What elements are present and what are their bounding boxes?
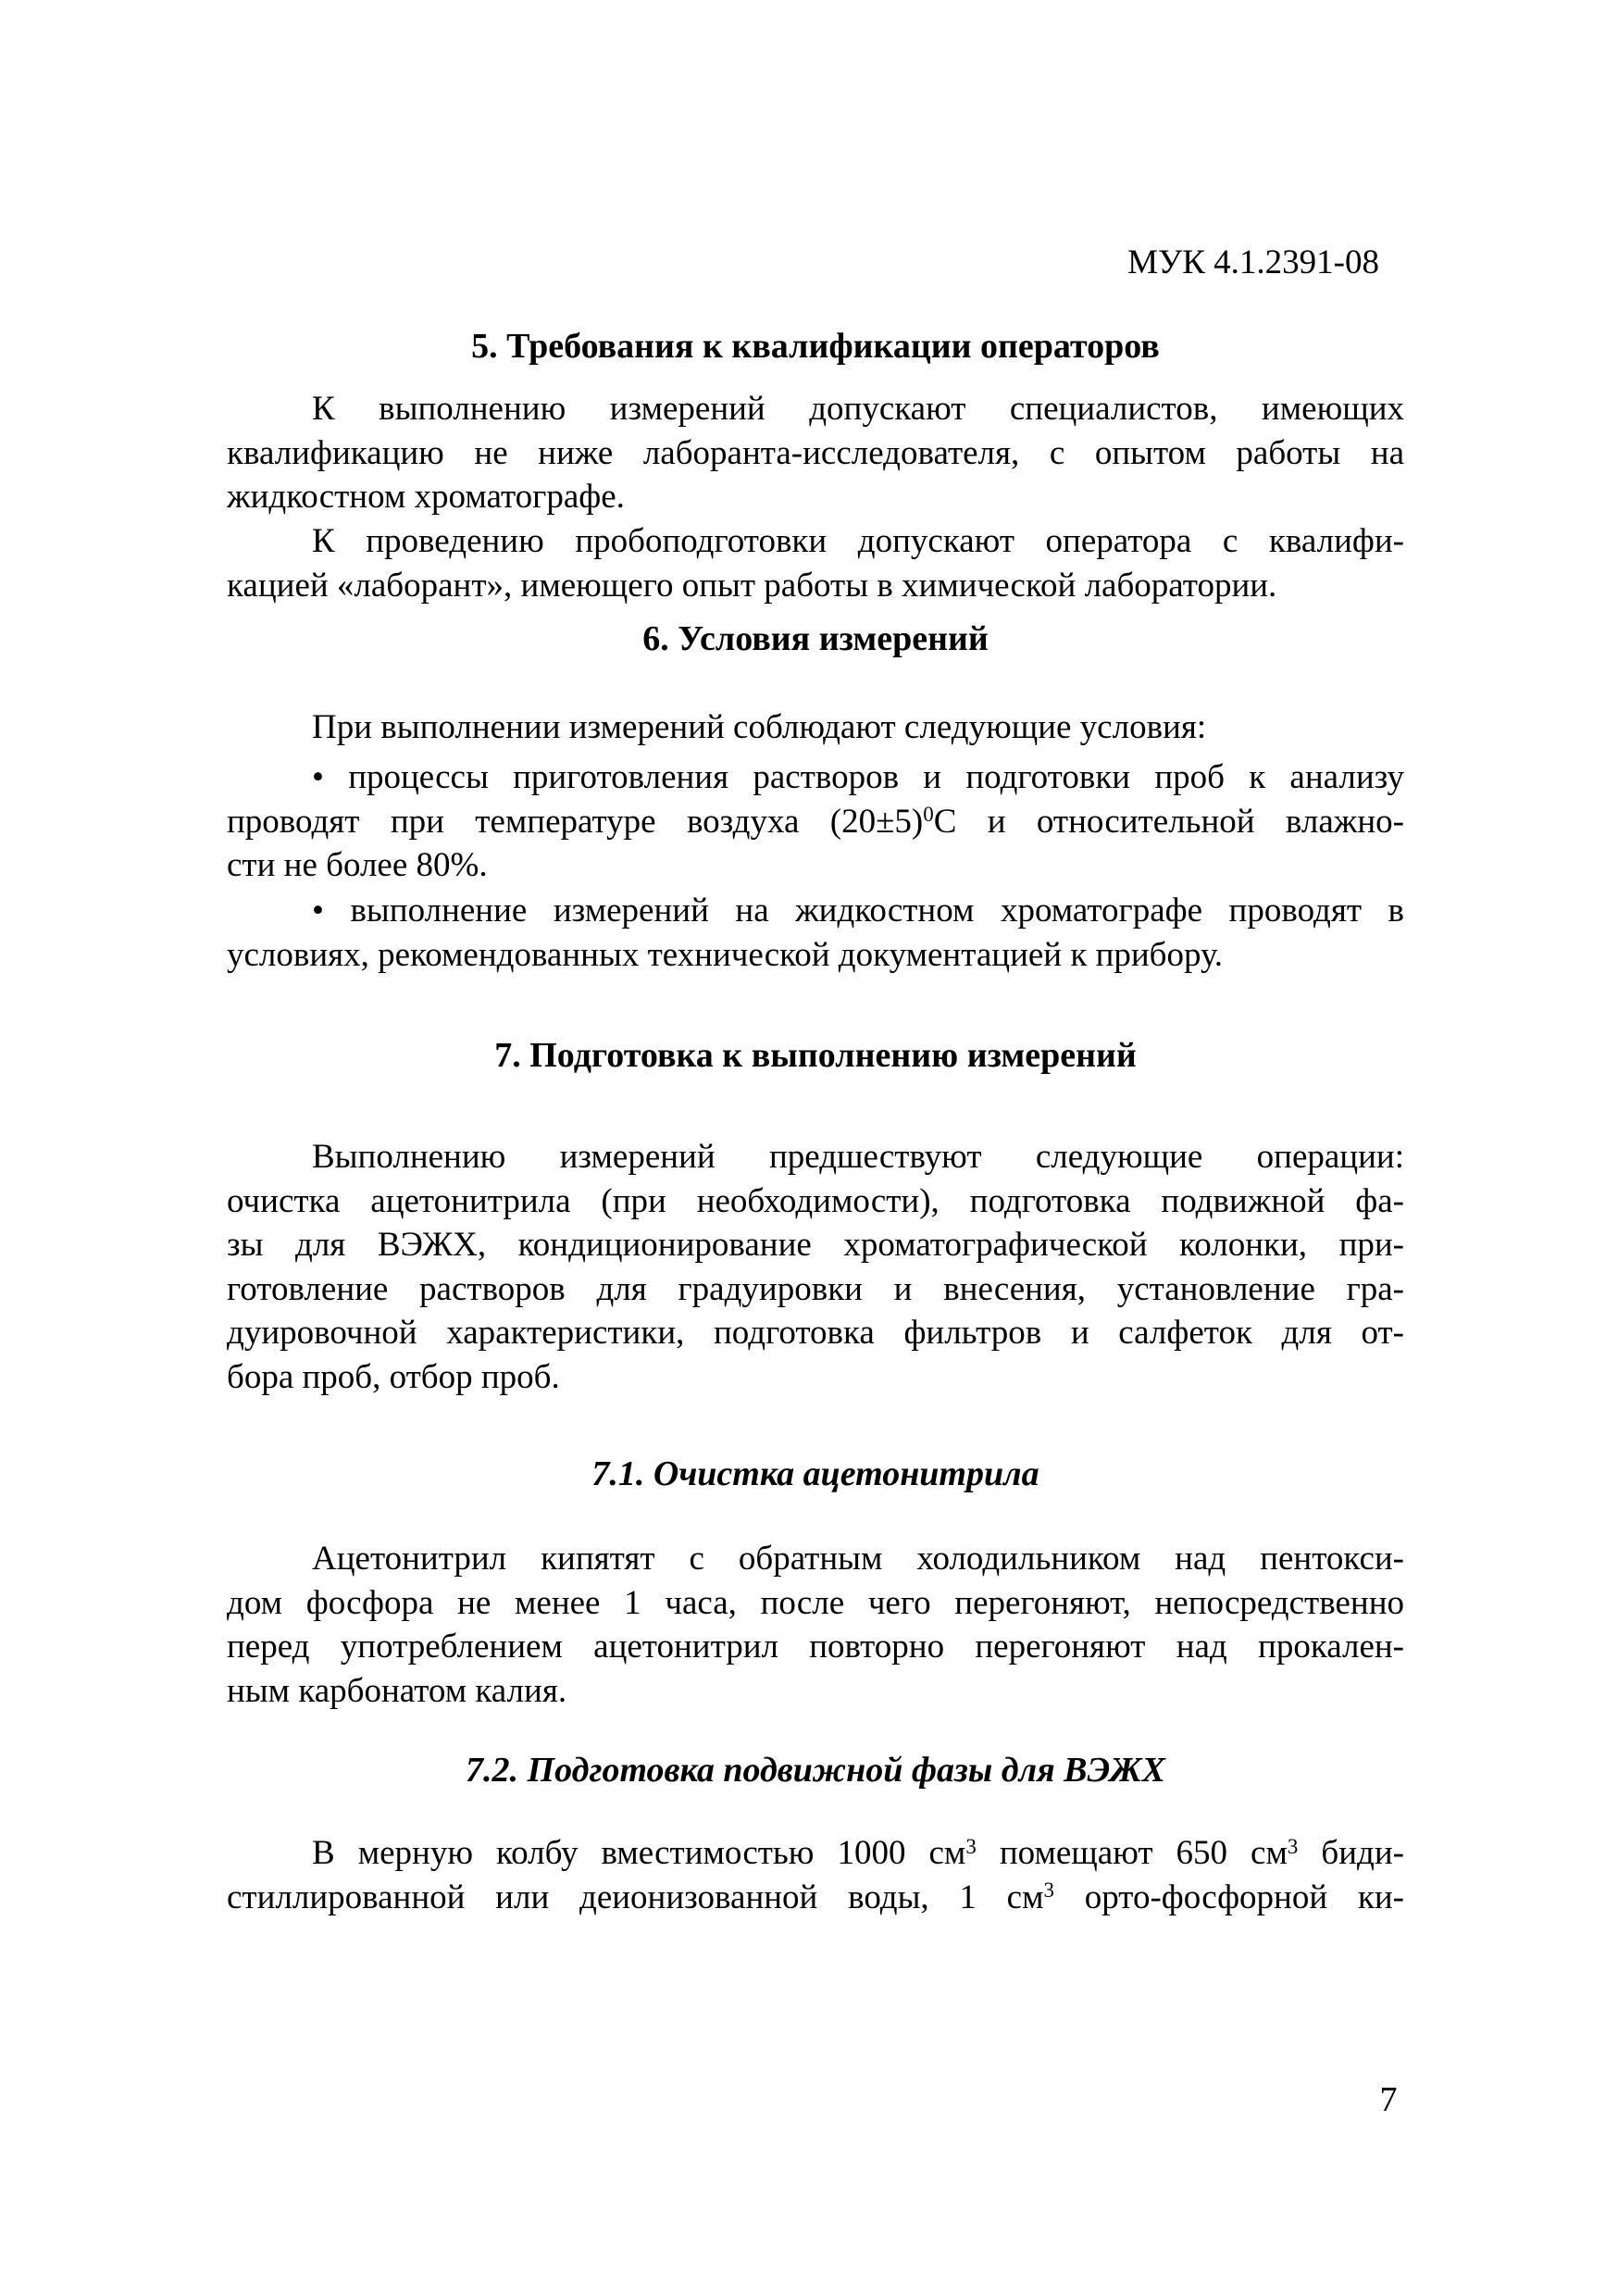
text-run: Ацетонитрил кипятят с обратным холодильником над пентокси-	[312, 1540, 1404, 1578]
text-run: бора проб, отбор проб.	[227, 1357, 560, 1396]
text-run: • выполнение измерений на жидкостном хроматографе проводят в	[312, 892, 1404, 930]
text-line	[227, 1135, 1404, 1179]
text-line	[227, 1876, 1404, 1920]
text-line	[227, 843, 1404, 888]
superscript-text: 0	[923, 803, 934, 826]
text-line	[227, 1625, 1404, 1669]
superscript-text: 3	[965, 1834, 977, 1858]
text-run: ным карбонатом калия.	[227, 1671, 567, 1710]
text-line	[227, 1669, 1404, 1714]
text-run: стиллированной или деионизованной воды, 1 см	[227, 1878, 1044, 1916]
text-line	[227, 1179, 1404, 1224]
text-line	[227, 800, 1404, 844]
text-line	[227, 387, 1404, 431]
text-run: кацией «лаборант», имеющего опыт работы в химической лаборатории.	[227, 566, 1277, 605]
text-line	[227, 519, 1404, 564]
section-7-2-heading: 7.2. Подготовка подвижной фазы для ВЭЖХ	[466, 1751, 1165, 1790]
text-run: жидкостном хроматографе.	[227, 478, 625, 516]
text-run: очистка ацетонитрила (при необходимости), подготовка подвижной фа-	[227, 1181, 1404, 1220]
section-5-heading: 5. Требования к квалификации операторов	[471, 327, 1160, 366]
text-line	[227, 1355, 1404, 1400]
superscript-text: 3	[1043, 1878, 1055, 1902]
text-run: В мерную колбу вместимостью 1000 см	[312, 1834, 966, 1872]
section-5-paragraph-2	[227, 519, 1404, 607]
text-run: квалификацию не ниже лаборанта-исследователя, с опытом работы на	[227, 433, 1404, 472]
text-line	[227, 564, 1404, 608]
text-line	[227, 1311, 1404, 1355]
text-run: дуировочной характеристики, подготовка фильтров и салфеток для от-	[227, 1314, 1404, 1352]
section-7-1-heading: 7.1. Очистка ацетонитрила	[591, 1454, 1039, 1493]
text-line	[227, 1537, 1404, 1581]
text-line	[227, 933, 1404, 978]
text-run: условиях, рекомендованных технической документацией к прибору.	[227, 935, 1224, 974]
section-7-paragraph	[227, 1135, 1404, 1399]
section-6-intro-paragraph	[227, 705, 1404, 750]
text-run: перед употреблением ацетонитрил повторно перегоняют над прокален-	[227, 1628, 1404, 1666]
text-line	[227, 475, 1404, 519]
section-5-paragraph-1	[227, 387, 1404, 519]
section-6-bullet-2	[227, 889, 1404, 977]
superscript-text: 3	[1287, 1834, 1299, 1858]
text-run: К проведению пробоподготовки допускают оператора с квалифи-	[312, 522, 1404, 560]
section-7-1-paragraph	[227, 1537, 1404, 1713]
text-line	[227, 431, 1404, 476]
text-run: помещают 650 см	[976, 1834, 1288, 1872]
section-7-heading: 7. Подготовка к выполнению измерений	[494, 1036, 1137, 1075]
text-run: проводят при температуре воздуха (20±5)	[227, 802, 924, 841]
text-run: зы для ВЭЖХ, кондиционирование хроматографической колонки, при-	[227, 1226, 1404, 1264]
section-7-2-paragraph	[227, 1831, 1404, 1919]
text-run: орто-фосфорной ки-	[1054, 1878, 1404, 1916]
section-6-heading: 6. Условия измерений	[642, 619, 989, 658]
text-run: готовление растворов для градуировки и внесения, установление гра-	[227, 1269, 1404, 1308]
text-line	[227, 1831, 1404, 1876]
text-run: При выполнении измерений соблюдают следующие условия:	[312, 708, 1207, 746]
text-run: К выполнению измерений допускают специалистов, имеющих	[312, 390, 1404, 428]
page-number: 7	[1379, 2080, 1398, 2119]
text-run: дом фосфора не менее 1 часа, после чего перегоняют, непосредственно	[227, 1583, 1404, 1622]
section-6-bullet-1	[227, 755, 1404, 888]
text-line	[227, 1267, 1404, 1312]
text-line	[227, 889, 1404, 933]
document-code: МУК 4.1.2391-08	[1127, 243, 1379, 281]
text-run: • процессы приготовления растворов и подготовки проб к анализу	[312, 758, 1404, 796]
text-run: биди-	[1298, 1834, 1405, 1872]
text-line	[227, 755, 1404, 800]
text-line	[227, 705, 1404, 750]
text-run: сти не более 80%.	[227, 846, 488, 884]
text-run: С и относительной влажно-	[933, 802, 1404, 841]
text-run: Выполнению измерений предшествуют следующие операции:	[312, 1138, 1404, 1176]
text-line	[227, 1223, 1404, 1267]
text-line	[227, 1581, 1404, 1626]
